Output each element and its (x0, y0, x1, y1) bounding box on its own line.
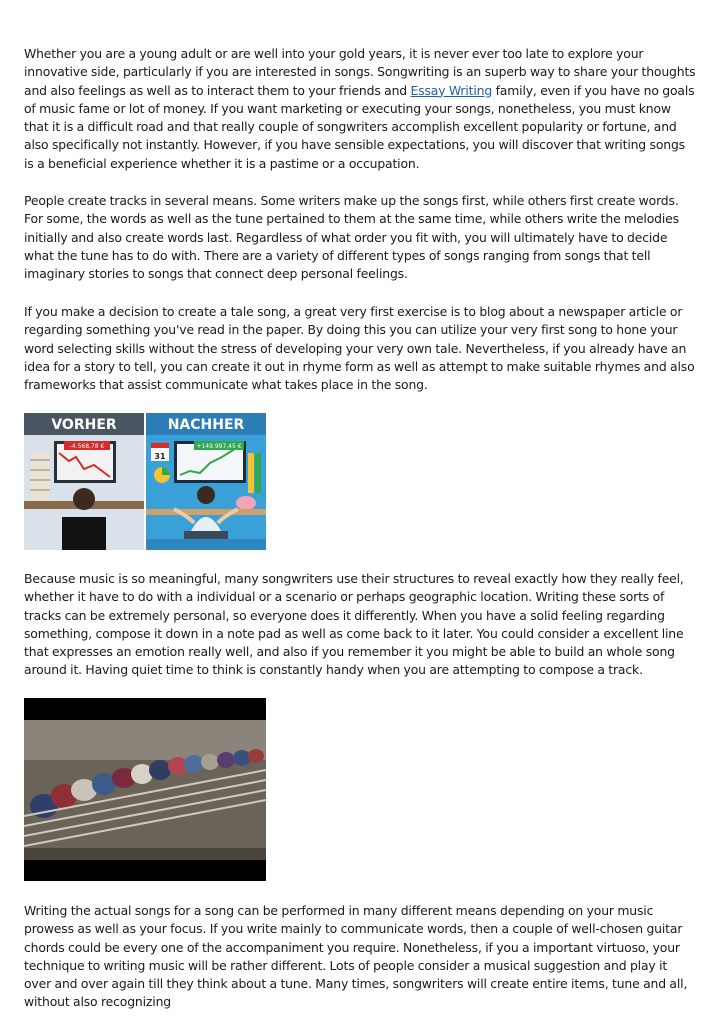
essay-writing-link[interactable]: Essay Writing (410, 82, 493, 98)
paragraph-2: People create tracks in several means. Some writers make up the songs first, while others first create words. For some, the words as well as the tune pertained to them at the same time, while others write the melodies initially and also create words last. Regardless of what order you fit with, you will ultimately have to decide what the tune has to do with. There are a variety of different types of songs ranging from songs that tell imaginary stories to songs that connect deep personal feelings. (24, 193, 679, 282)
right-value: +149.997,45 € (196, 443, 242, 450)
paragraph-3: If you make a decision to create a tale song, a great very first exercise is to blog about a newspaper article or regarding something you've read in the paper. By doing this you can utilize your very first song to hone your word selecting skills without the stress of developing your very own tale. Nevertheless, if you already have an idea for a story to tell, you can create it out in rhyme form as well as attempt to make suitable rhymes and also frameworks that assist communicate what takes place in the song. (24, 304, 695, 393)
nachher-label: NACHHER (167, 417, 245, 433)
paragraph-1-end: family, even if you have no goals of music fame or lot of money. If you want marketing or executing your songs, nonetheless, you must know that it is a difficult road and that really couple of songwriters accomplish excellent popularity or fortune, and also specifically not instantly. However, if you have sensible expectations, you will discover that writing songs is a beneficial experience whether it is a pastime or a occupation. (24, 82, 695, 171)
paragraph-4: Because music is so meaningful, many songwriters use their structures to reveal exactly how they really feel, whether it have to do with a individual or a scenario or perhaps geographic location. Writing these sorts of tracks can be extremely personal, so everyone does it differently. When you have a solid feeling regarding something, compose it down in a note pad as well as come back to it later. You could consider a excellent line that expresses an emotion really well, and also if you remember it you might be able to build an whole song around it. Having quiet time to think is constantly handy when you are attempting to compose a track. (24, 571, 684, 678)
left-value: -4.568,78 € (69, 443, 105, 450)
paragraph-5: Writing the actual songs for a song can be performed in many different means depending on your music prowess as well as your focus. If you write mainly to communicate words, then a couple of well-chosen guitar chords could be every one of the accompaniment you require. Nonetheless, if you a important virtuoso, your technique to writing music will be rather different. Lots of people consider a musical suggestion and play it over and over again till they think about a tune. Many times, songwriters will create entire items, tune and all, without also recognizing (24, 903, 688, 1010)
paragraph-1-start: Whether you are a young adult or are well into your gold years, it is never ever too late to explore your innovative side, particularly if you are interested in songs. Songwriting is an superb way to share your thoughts and also feelings as well as to interact them to your friends and (24, 46, 696, 98)
vorher-label: VORHER (51, 417, 117, 433)
paragraph-1 (24, 45, 696, 173)
before-after-svg (24, 413, 266, 550)
before-after-illustration (24, 413, 266, 550)
crowd-svg (24, 698, 266, 881)
crowd-video-still (24, 698, 266, 881)
calendar-day: 31 (154, 452, 166, 461)
